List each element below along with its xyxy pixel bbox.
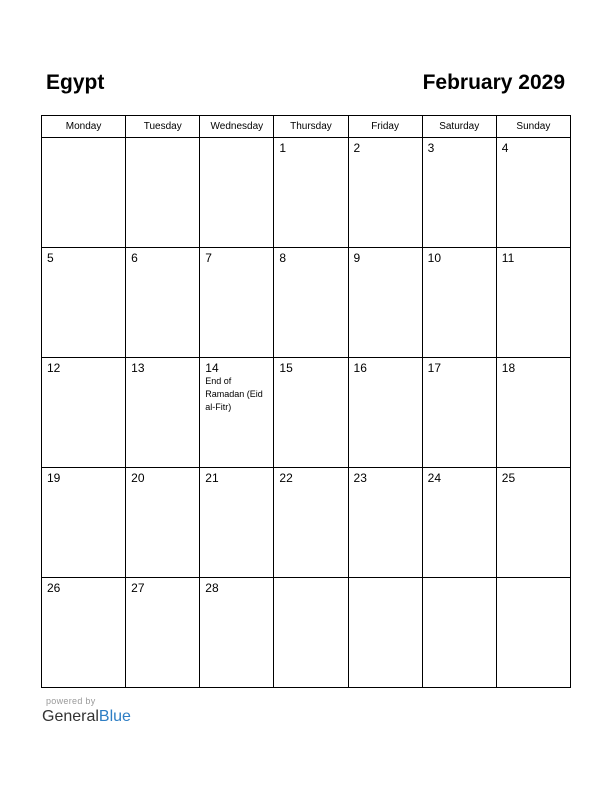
day-cell (422, 578, 496, 688)
day-cell (348, 138, 422, 248)
holiday-label: End of Ramadan (Eid al-Fitr) (205, 376, 263, 412)
weekday-header: Saturday (422, 116, 496, 138)
day-number (274, 578, 347, 581)
powered-by-text: powered by (46, 696, 96, 706)
day-cell (200, 468, 274, 578)
day-number: 13 (131, 361, 145, 375)
day-cell (496, 578, 570, 688)
day-cell (348, 578, 422, 688)
day-number: 16 (353, 361, 367, 375)
day-cell (42, 468, 126, 578)
day-number: 25 (501, 471, 516, 485)
day-cell (496, 138, 570, 248)
day-number: 27 (131, 581, 145, 595)
day-number: 21 (205, 471, 219, 485)
day-number: 4 (501, 141, 509, 155)
day-number: 28 (205, 581, 219, 595)
day-number: 17 (427, 361, 442, 375)
day-number: 18 (501, 361, 516, 375)
day-cell (42, 358, 126, 468)
weekday-header: Sunday (496, 116, 570, 138)
day-number (423, 578, 496, 581)
day-cell (274, 248, 348, 358)
day-number: 1 (279, 141, 287, 155)
brand-blue-text: Blue (98, 708, 131, 725)
day-number: 7 (205, 251, 212, 265)
day-number: 9 (353, 251, 361, 265)
day-number: 19 (47, 471, 61, 485)
month-year-title: February 2029 (422, 71, 565, 94)
weekday-header: Wednesday (200, 116, 274, 138)
day-number (349, 578, 422, 581)
day-number: 2 (353, 141, 361, 155)
day-cell (496, 248, 570, 358)
weekday-header-row (42, 116, 571, 138)
day-cell (200, 248, 274, 358)
calendar-grid (41, 115, 571, 688)
week-row (42, 468, 571, 578)
day-number: 8 (279, 251, 287, 265)
day-cell (348, 358, 422, 468)
weekday-header: Friday (348, 116, 422, 138)
country-title: Egypt (46, 71, 105, 94)
day-number: 11 (501, 251, 515, 265)
day-cell (274, 358, 348, 468)
day-number: 3 (427, 141, 435, 155)
week-row (42, 358, 571, 468)
brand-general-text: General (42, 708, 99, 725)
day-cell (422, 358, 496, 468)
week-row (42, 138, 571, 248)
footer (42, 696, 131, 726)
day-number: 20 (131, 471, 145, 485)
day-cell (42, 248, 126, 358)
day-cell (126, 248, 200, 358)
day-cell (200, 578, 274, 688)
day-number: 6 (131, 251, 138, 265)
day-cell (274, 138, 348, 248)
day-cell (126, 138, 200, 248)
weekday-header: Monday (42, 116, 126, 138)
day-number: 10 (427, 251, 442, 265)
day-number: 12 (47, 361, 61, 375)
day-cell (274, 578, 348, 688)
day-number: 23 (353, 471, 367, 485)
day-cell (126, 358, 200, 468)
day-cell (126, 468, 200, 578)
day-cell (496, 358, 570, 468)
day-cell (422, 248, 496, 358)
weekday-header: Tuesday (126, 116, 200, 138)
day-cell (274, 468, 348, 578)
day-cell (200, 138, 274, 248)
day-number: 24 (427, 471, 442, 485)
day-number (42, 138, 125, 141)
week-row (42, 578, 571, 688)
day-cell (422, 138, 496, 248)
week-row (42, 248, 571, 358)
weekday-header: Thursday (274, 116, 348, 138)
day-number (200, 138, 273, 141)
day-cell (348, 468, 422, 578)
day-number: 14 (205, 361, 219, 375)
generalblue-logo[interactable] (42, 708, 131, 726)
day-number: 5 (47, 251, 54, 265)
day-cell-holiday (200, 358, 274, 468)
day-cell (42, 138, 126, 248)
day-number: 26 (47, 581, 61, 595)
day-number: 15 (279, 361, 293, 375)
day-number: 22 (279, 471, 293, 485)
day-cell (496, 468, 570, 578)
day-number (126, 138, 199, 141)
day-cell (42, 578, 126, 688)
day-cell (126, 578, 200, 688)
day-number (497, 578, 570, 581)
day-cell (422, 468, 496, 578)
day-cell (348, 248, 422, 358)
